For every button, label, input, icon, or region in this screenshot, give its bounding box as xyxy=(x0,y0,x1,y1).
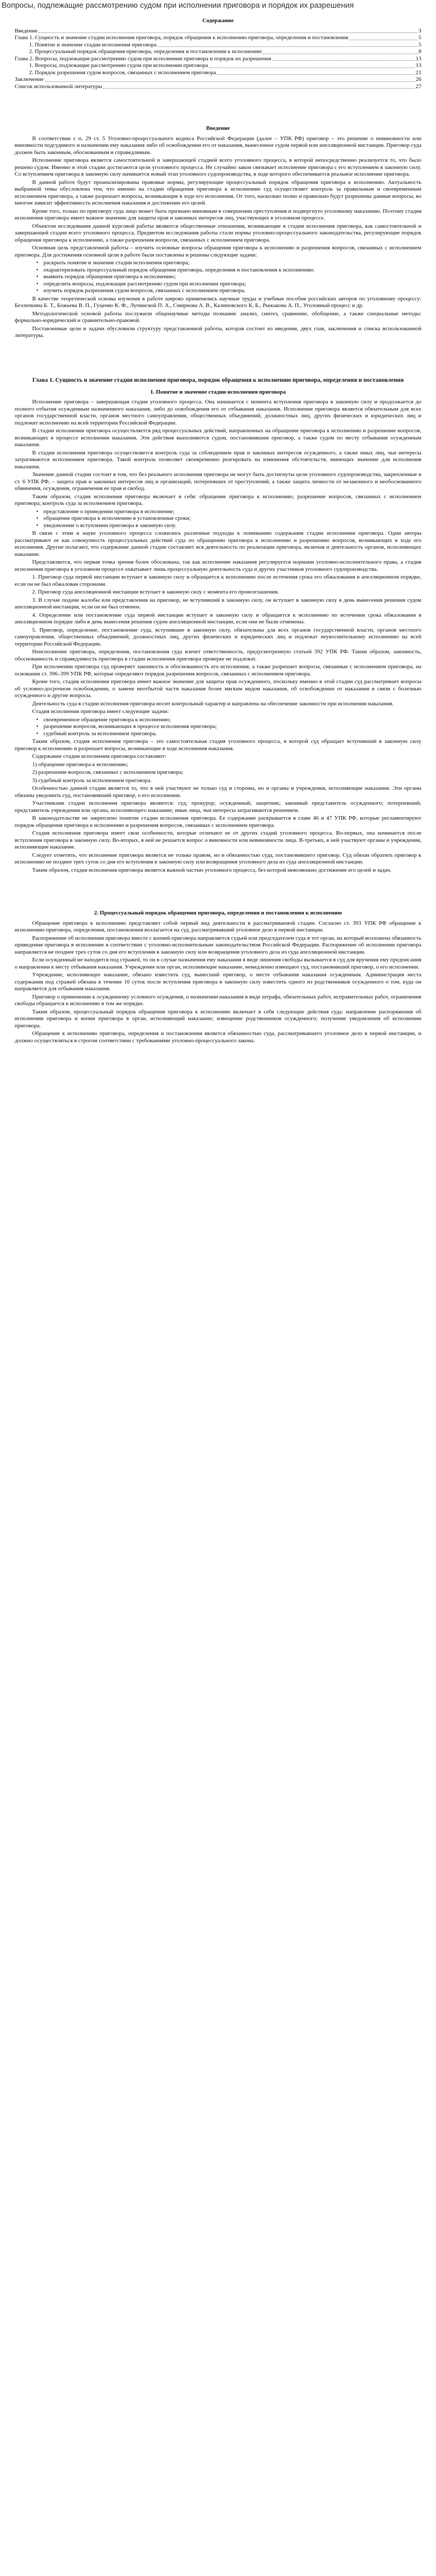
body-paragraph: Стадия исполнения приговора имеет свои особенности, которые отличают ее от других стадий уголовного процесса. Во-первых, она начинается после вступления приговора в законную силу. Во-вторых, в ней не решается вопрос о виновности или невиновности лица. В-третьих, в ней участвуют органы и учреждения, исполняющие наказание. xyxy=(14,830,422,850)
toc-row xyxy=(15,56,422,63)
intro-paragraph: Основная цель представленной работы – изучить основные вопросы обращения приговора к исполнению и разрешения вопросов, связанных с исполнением приговора. Для достижения основной цели в работе были поставлены и решены следующие задачи: xyxy=(14,245,422,258)
intro-paragraph: Поставленные цели и задачи обусловили структуру представленной работы, которая состоит из введения, двух глав, заключения и списка использованной литературы. xyxy=(14,325,422,338)
body-paragraph: Содержание стадии исполнения приговора составляют: xyxy=(32,753,167,759)
toc-page-number: 26 xyxy=(415,76,422,82)
toc-entry-text: Введение xyxy=(14,27,38,34)
section1-body xyxy=(15,399,422,507)
body-paragraph: Приговор о применении к осужденному условного осуждения, о назначении наказания в виде штрафа, обязательных работ, исправительных работ, ограничения свободы обращается к исполнению в том же порядке. xyxy=(14,993,422,1007)
page-title: Вопросы, подлежащие рассмотрению судом при исполнении приговора и порядок их разрешения xyxy=(2,1,354,10)
body-paragraph: 1) обращение приговора к исполнению; xyxy=(32,761,128,768)
toc-leader xyxy=(39,32,417,33)
list-item: • изучить порядок разрешения судом вопросов, связанных с исполнением приговора. xyxy=(44,287,422,295)
section1-list xyxy=(15,509,422,530)
toc-row xyxy=(15,62,422,70)
section1-body-c xyxy=(15,738,422,874)
body-paragraph: Исполнение приговора – завершающая стадия уголовного процесса. Она начинается с момента вступления приговора в законную силу и продолжается до полного отбытия осужденным назначенного наказания, либо до освобождения его от отбывания наказания. Исполнение приговора является обязательным для всех органов государственной власти, органов местного самоуправления, общественных объединений, должностных лиц, других физических и юридических лиц и подлежит исполнению на всей территории Российской Федерации. xyxy=(14,399,422,426)
chapter1-heading: Глава 1. Сущность и значение стадии исполнения приговора, порядок обращения к исполнению приговора, определения и постановления xyxy=(32,377,404,383)
body-paragraph: Обращение приговора к исполнению представляет собой первый вид деятельности в рассматриваемой стадии. Согласно ст. 393 УПК РФ обращение к исполнению приговора, определения, постановления возлагается на суд, рассматривавший уголовное дело в первой инстанции. xyxy=(14,920,422,933)
toc-page-number: 13 xyxy=(415,62,422,69)
toc-page-number: 13 xyxy=(415,55,422,62)
body-paragraph: Таким образом, стадия исполнения приговора – это самостоятельная стадия уголовного процесса, в которой суд обращает вступивший в законную силу приговор к исполнению и разрешает вопросы, возникающие в ходе исполнения наказания. xyxy=(14,738,422,752)
intro-paragraph: В качестве теоретической основы изучения в работе широко применялись научные труды и учебные пособия российских авторов по уголовному процессу: Безлепкина Б. Т., Божьева В. П., Гуценко К. Ф., Лупинской П. А., Смирнова А. В., Калиновского К. Б., Рыжакова А. П., Уголовный процесс и др. xyxy=(14,295,422,309)
list-item: • своевременное обращение приговора к исполнению; xyxy=(44,717,422,724)
section1-task-list xyxy=(15,717,422,738)
table-of-contents xyxy=(15,28,422,91)
intro-task-list xyxy=(15,260,422,295)
body-paragraph: Если осужденный не находится под стражей, то он в случае назначения ему наказания в виде лишения свободы вызывается в суд для вручения ему предписания о направлении к месту отбывания наказания. Учреждение или орган, исполняющие наказание, немедленно извещают суд, постановивший приговор, о его исполнении. xyxy=(14,957,422,970)
section1-body-b xyxy=(15,530,422,716)
body-paragraph: Представляется, что первая точка зрения более обоснована, так как исполнение наказания регулируется нормами уголовно-исполнительного права, а стадия исполнения приговора в уголовном процессе охватывает лишь процессуальную деятельность суда и других участников уголовного судопроизводства. xyxy=(14,559,422,572)
body-paragraph: При исполнении приговора суд проверяет законность и обоснованность его исполнения, а также разрешает вопросы, связанные с исполнением приговора, на основании ст. 396–399 УПК РФ, которые определяют порядок разрешения вопросов, связанных с исполнением приговора. xyxy=(14,664,422,677)
toc-entry-text: 1. Понятие и значение стадии исполнения приговора xyxy=(29,41,157,48)
toc-heading: Содержание xyxy=(202,18,234,24)
toc-leader xyxy=(103,88,414,89)
intro-paragraph: Кроме того, только по приговору суда лицо может быть признано виновным в совершении преступления и подвергнуто уголовному наказанию. Поэтому стадия исполнения приговора имеет важное значение для защиты прав и законных интересов лиц, участвующих в уголовном процессе. xyxy=(14,208,422,221)
body-paragraph: Таким образом, процессуальный порядок обращения приговора к исполнению включает в себя следующие действия суда: направление распоряжения об исполнении приговора и копии приговора в орган, исполняющий наказание; извещение родственников осужденного; получение уведомления об исполнении приговора. xyxy=(14,1008,422,1029)
list-item: • представление о приведении приговора в исполнение; xyxy=(44,509,422,516)
body-paragraph: 5. Приговор, определение, постановление суда, вступившие в законную силу, обязательны для всех органов государственной власти, органов местного самоуправления, общественных объединений, должностных лиц, других физических и юридических лиц и подлежат неукоснительному исполнению на всей территории Российской Федерации. xyxy=(14,626,422,647)
body-paragraph: Обращение к исполнению приговора, определения и постановления является обязанностью суда, рассматривавшего уголовное дело в первой инстанции, и должно осуществляться в строгом соответствии с требованиями уголовно-процессуального закона. xyxy=(14,1030,422,1044)
list-item: • раскрыть понятие и значение стадии исполнения приговора; xyxy=(44,260,422,267)
intro-paragraph: Исполнение приговора является самостоятельной и завершающей стадией всего уголовного процесса, в которой непосредственно реализуется то, что было решено судом. Именно в этой стадии достигаются цели уголовного процесса. Не случайно закон связывает исполнение приговора с его вступлением в законную силу. Со вступлением приговора в законную силу начинается новый этап уголовного судопроизводства, в ходе которого обеспечивается реальное исполнение приговора. xyxy=(14,157,422,177)
toc-row xyxy=(15,76,422,83)
body-paragraph: Деятельность суда в стадии исполнения приговора носит контрольный характер и направлена на обеспечение законности при исполнении наказания. xyxy=(32,700,394,707)
section2-body xyxy=(15,920,422,1045)
body-paragraph: Особенностью данной стадии является то, что в ней участвуют не только суд и стороны, но и органы и учреждения, исполняющие наказания. Эти органы обязаны уведомить суд, постановивший приговор, о его исполнении. xyxy=(14,785,422,799)
section2-heading: 2. Процессуальный порядок обращения приговора, определения и постановления к исполнению xyxy=(94,910,342,916)
toc-entry-text: Глава 1. Сущность и значение стадии исполнения приговора, порядок обращения к исполнению приговора, определения и постановления xyxy=(14,35,348,41)
toc-entry-text: Список использованной литературы xyxy=(14,83,102,90)
toc-row xyxy=(15,35,422,42)
intro-section xyxy=(15,135,422,259)
toc-page-number: 21 xyxy=(415,69,422,76)
toc-entry-text: Глава 2. Вопросы, подлежащие рассмотрению судом при исполнении приговора и порядок их разрешения xyxy=(14,55,271,62)
intro-paragraph: В соответствии с п. 29 ст. 5 Уголовно-процессуального кодекса Российской Федерации (далее – УПК РФ) приговор – это решение о невиновности или виновности подсудимого и назначении ему наказания либо об освобождении его от наказания, вынесенное судом первой или апелляционной инстанции. Приговор суда должен быть законным, обоснованным и справедливым. xyxy=(14,135,422,156)
toc-entry-text: 1. Вопросы, подлежащие рассмотрению судом при исполнении приговора xyxy=(29,62,208,69)
toc-row xyxy=(15,70,422,77)
toc-leader xyxy=(209,67,414,68)
toc-entry-text: 2. Процессуальный порядок обращения приговора, определения и постановления к исполнению xyxy=(29,48,262,55)
body-paragraph: Учреждение, исполняющее наказание, обязано известить суд, вынесший приговор, о месте отбывания наказания осужденным. Администрация места содержания под стражей обязана в течение 10 суток после вступления приговора в законную силу известить одного из родственников осужденного о том, куда он направляется для отбывания наказания. xyxy=(14,972,422,992)
body-paragraph: Таким образом, стадия исполнения приговора включает в себя: обращение приговора к исполнению; разрешение вопросов, связанных с исполнением приговора; контроль суда за исполнением приговора. xyxy=(14,493,422,506)
list-item: • выявить порядок обращения приговора к исполнению; xyxy=(44,274,422,281)
intro-paragraph: Методологической основой работы послужили общенаучные методы познания: анализ, синтез, сравнение, обобщение, а также специальные методы: формально-юридический и сравнительно-правовой. xyxy=(14,310,422,324)
list-item: • разрешение вопросов, возникающих в процессе исполнения приговора; xyxy=(44,723,422,731)
body-paragraph: Участниками стадии исполнения приговора являются: суд; прокурор; осужденный; защитник; законный представитель осужденного; потерпевший; представитель учреждения или органа, исполняющего наказание; иные лица, чьи интересы затрагиваются решением. xyxy=(14,800,422,814)
body-paragraph: Кроме того, стадия исполнения приговора имеет важное значение для защиты прав осужденного, поскольку именно в этой стадии суд рассматривает вопросы об условно-досрочном освобождении, о замене неотбытой части наказания более мягким видом наказания, об освобождении от наказания в связи с болезнью осужденного и другие вопросы. xyxy=(14,679,422,699)
body-paragraph: В законодательстве не закреплено понятие стадии исполнения приговора. Ее содержание раскрывается в главе 46 и 47 УПК РФ, которые регламентируют порядок обращения приговора к исполнению и разрешения вопросов, связанных с исполнением приговора. xyxy=(14,815,422,828)
body-paragraph: В стадии исполнения приговора осуществляется ряд процессуальных действий, направленных на обращение приговора к исполнению и разрешение вопросов, возникающих в процессе исполнения наказания. Эти действия выполняются судом, постановившим приговор, а также судом по месту отбывания осужденным наказания. xyxy=(14,428,422,448)
toc-page-number: 27 xyxy=(415,83,422,90)
intro-paragraph: Объектом исследования данной курсовой работы являются общественные отношения, возникающие в стадии исполнения приговора, как самостоятельной и завершающей стадии всего уголовного процесса. Предметом исследования работы стали нормы уголовно-процессуального законодательства, регулирующие порядок обращения приговора к исполнению, а также разрешения вопросов, связанных с исполнением приговора. xyxy=(14,223,422,243)
toc-leader xyxy=(272,60,415,61)
list-item: • судебный контроль за исполнением приговора. xyxy=(44,731,422,738)
list-item: • обращение приговора к исполнению в установленные сроки; xyxy=(44,515,422,522)
body-paragraph: Таким образом, стадия исполнения приговора является важной частью уголовного процесса, без которой невозможно достижение его целей и задач. xyxy=(32,867,392,873)
body-paragraph: 1. Приговор суда первой инстанции вступает в законную силу и обращается к исполнению после истечения срока его обжалования в апелляционном порядке, если он не был обжалован сторонами. xyxy=(14,574,422,587)
body-paragraph: 2. Приговор суда апелляционной инстанции вступает в законную силу с момента его провозглашения. xyxy=(32,589,279,595)
toc-leader xyxy=(158,46,417,47)
body-paragraph: Неисполнение приговора, определения, постановления суда влечет ответственность, предусмотренную статьей 392 УПК РФ. Таким образом, законность, обоснованность и справедливость приговора в стадии исполнения приговора проверке не подлежат. xyxy=(14,649,422,662)
body-paragraph: Стадия исполнения приговора имеет следующие задачи: xyxy=(32,708,169,715)
document-body xyxy=(15,18,422,1044)
toc-entry-text: 2. Порядок разрешения судом вопросов, связанных с исполнением приговора xyxy=(29,69,216,76)
toc-row xyxy=(15,48,422,56)
toc-page-number: 3 xyxy=(418,27,422,34)
body-paragraph: 2) разрешение вопросов, связанных с исполнением приговора; xyxy=(32,769,184,775)
body-paragraph: 4. Определение или постановление суда первой инстанции вступает в законную силу и обращается к исполнению по истечении срока обжалования в апелляционном порядке либо в день вынесения решения судом апелляционной инстанции, если они не были отменены. xyxy=(14,612,422,625)
body-paragraph: 3) судебный контроль за исполнением приговора. xyxy=(32,777,152,784)
list-item: • определить вопросы, подлежащие рассмотрению судом при исполнении приговора; xyxy=(44,281,422,288)
toc-page-number: 8 xyxy=(418,48,422,55)
body-paragraph: Значение данной стадии состоит в том, что без реального исполнения приговора не могут быть достигнуты цели уголовного судопроизводства, закрепленные в ст. 6 УПК РФ, – защита прав и законных интересов лиц и организаций, потерпевших от преступлений, а также защита личности от незаконного и необоснованного обвинения, осуждения, ограничения ее прав и свобод. xyxy=(14,471,422,492)
toc-page-number: 5 xyxy=(418,41,422,48)
body-paragraph: 3. В случае подачи жалобы или представления на приговор, не вступивший в законную силу, он вступает в законную силу в день вынесения решения судом апелляционной инстанции, если он не был отменен. xyxy=(14,597,422,610)
toc-row xyxy=(15,28,422,35)
list-item: • уведомление о вступлении приговора в законную силу. xyxy=(44,522,422,530)
body-paragraph: В связи с этим в науке уголовного процесса сложились различные подходы к пониманию содержания стадии исполнения приговора. Одни авторы рассматривают ее как совокупность процессуальных действий суда по обращению приговора к исполнению и разрешению вопросов, возникающих в ходе его исполнения. Другие полагают, что содержание данной стадии составляет вся деятельность по реализации приговора, включая и деятельность органов, исполняющих наказание. xyxy=(14,530,422,557)
toc-page-number: 5 xyxy=(418,35,422,41)
toc-leader xyxy=(45,81,415,82)
intro-heading: Введение xyxy=(206,125,230,131)
body-paragraph: Следует отметить, что исполнение приговора является не только правом, но и обязанностью суда, постановившего приговор. Суд обязан обратить приговор к исполнению не позднее трех суток со дня его вступления в законную силу или возвращения уголовного дела из суда апелляционной инстанции. xyxy=(14,852,422,865)
body-paragraph: В стадии исполнения приговора осуществляется контроль суда за соблюдением прав и законных интересов осужденного, а также иных лиц, чьи интересы затрагиваются исполнением приговора. Такой контроль позволяет своевременно реагировать на изменения обстоятельств, имеющих значение для исполнения наказания. xyxy=(14,449,422,470)
toc-row xyxy=(15,42,422,49)
body-paragraph: Распоряжение об исполнении приговора вместе с копией приговора направляется судьей или председателем суда в тот орган, на который возложена обязанность приведения приговора в исполнение в соответствии с уголовно-исполнительным законодательством Российской Федерации. Распоряжение об исполнении приговора направляется не позднее трех суток со дня его вступления в законную силу или возвращения уголовного дела из суда апелляционной инстанции. xyxy=(14,935,422,955)
intro-paragraph: В данной работе будут проанализированы правовые нормы, регулирующие процессуальный порядок обращения приговора к исполнению. Актуальность выбранной темы обусловлена тем, что именно на стадии обращения приговора к исполнению суд осуществляет контроль за правильным и своевременным исполнением приговора, а также разрешает вопросы, возникающие в ходе его исполнения. От того, насколько полно и правильно будут разрешены данные вопросы, во многом зависит эффективность исполнения наказания и достижение его целей. xyxy=(14,179,422,206)
intro-closing xyxy=(15,296,422,340)
toc-row xyxy=(15,83,422,91)
toc-leader xyxy=(217,74,415,75)
toc-entry-text: Заключение xyxy=(14,76,44,82)
list-item: • охарактеризовать процессуальный порядок обращения приговора, определения и постановления к исполнению; xyxy=(44,267,422,274)
section1-heading: 1. Понятие и значение стадии исполнения приговора xyxy=(150,388,286,395)
